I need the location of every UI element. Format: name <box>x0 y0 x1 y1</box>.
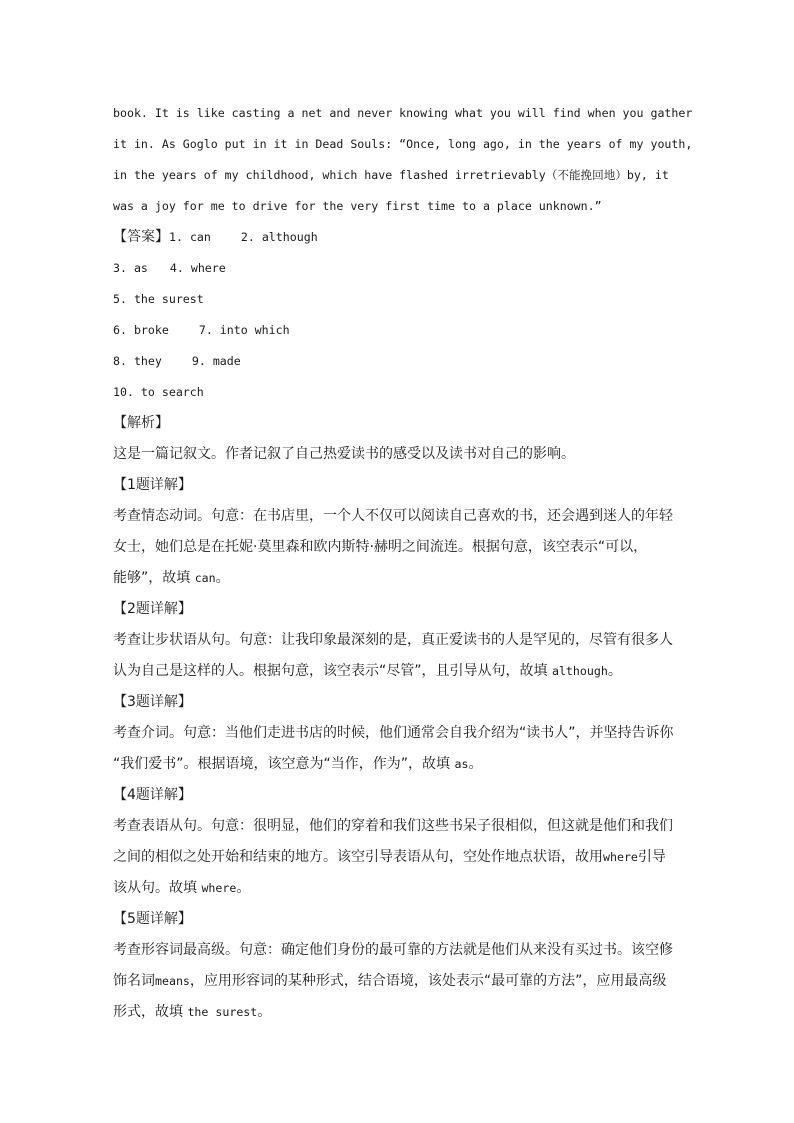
q4-line-1: 考查表语从句。句意：很明显，他们的穿着和我们这些书呆子很相似，但这就是他们和我们 <box>113 818 673 834</box>
q2-answer: although <box>551 664 608 678</box>
passage-line-3: in the years of my childhood, which have flashed irretrievably（不能挽回地）by, it <box>113 168 669 182</box>
answers-row-4 <box>113 315 290 346</box>
q1-line-2: 女士，她们总是在托妮·莫里森和欧内斯特·赫明之间流连。根据句意，该空表示“可以， <box>113 539 648 555</box>
passage-line-1: book. It is like casting a net and never knowing what you will find when you gather <box>113 106 693 120</box>
q4-keyword: where <box>603 850 638 864</box>
answer-item: 8. they <box>113 354 162 368</box>
q2-period: 。 <box>607 663 622 679</box>
q3-text: “我们爱书”。根据语境，该空意为“当作，作为”，故填 <box>113 756 455 772</box>
q3-line-2 <box>113 749 482 780</box>
q3-heading: 【3题详解】 <box>113 694 192 710</box>
q1-period: 。 <box>215 570 230 586</box>
q4-heading: 【4题详解】 <box>113 787 192 803</box>
answer-item: 9. made <box>191 354 241 368</box>
q4-text: 之间的相似之处开始和结束的地方。该空引导表语从句，空处作地点状语，故用 <box>113 849 603 865</box>
answer-item: 3. as <box>113 261 148 275</box>
q4-text: 该从句。故填 <box>113 880 202 896</box>
answer-item: 6. broke <box>113 323 169 337</box>
q5-text: 饰名词 <box>113 973 155 989</box>
answer-item: 2. although <box>240 230 318 244</box>
q1-line-3 <box>113 563 230 594</box>
q3-period: 。 <box>468 756 483 772</box>
q5-line-3 <box>113 997 271 1028</box>
passage-line-4: was a joy for me to drive for the very first time to a place unknown.” <box>113 199 602 213</box>
q4-period: 。 <box>236 880 251 896</box>
q4-answer: where <box>201 881 237 895</box>
analysis-heading: 【解析】 <box>113 415 169 431</box>
q2-heading: 【2题详解】 <box>113 601 192 617</box>
q5-period: 。 <box>257 1004 272 1020</box>
q5-answer: the surest <box>187 1005 258 1019</box>
answer-item: 4. where <box>169 261 226 275</box>
answer-item: 10. to search <box>113 385 204 399</box>
q2-line-1: 考查让步状语从句。句意：让我印象最深刻的是，真正爱读书的人是罕见的，尽管有很多人 <box>113 632 673 648</box>
answers-row-5 <box>113 346 241 377</box>
q2-text: 认为自己是这样的人。根据句意，该空表示“尽管”，且引导从句，故填 <box>113 663 552 679</box>
answer-item: 1. can <box>169 230 211 244</box>
q1-heading: 【1题详解】 <box>113 477 192 493</box>
answers-row-1 <box>113 222 318 253</box>
q5-keyword: means <box>155 974 190 988</box>
answers-row-6 <box>113 377 204 408</box>
answers-row-3 <box>113 284 204 315</box>
answer-item: 7. into which <box>198 323 290 337</box>
answers-heading: 【答案】 <box>113 229 169 245</box>
answers-row-2 <box>113 253 226 284</box>
analysis-summary: 这是一篇记叙文。作者记叙了自己热爱读书的感受以及读书对自己的影响。 <box>113 446 575 462</box>
passage-line-2: it in. As Goglo put in it in Dead Souls: “Once, long ago, in the years of my youth, <box>113 137 693 151</box>
q1-answer: can <box>194 571 216 585</box>
q5-line-1: 考查形容词最高级。句意：确定他们身份的最可靠的方法就是他们从来没有买过书。该空修 <box>113 942 673 958</box>
q5-heading: 【5题详解】 <box>113 911 192 927</box>
q5-text-end: ，应用形容词的某种形式，结合语境，该处表示“最可靠的方法”，应用最高级 <box>189 973 667 989</box>
q1-text: 能够”，故填 <box>113 570 195 586</box>
q4-line-3 <box>113 873 250 904</box>
q5-text: 形式，故填 <box>113 1004 188 1020</box>
q3-answer: as <box>454 757 469 771</box>
q4-line-2 <box>113 842 666 873</box>
answer-item: 5. the surest <box>113 292 204 306</box>
q1-line-1: 考查情态动词。句意：在书店里，一个人不仅可以阅读自己喜欢的书，还会遇到迷人的年轻 <box>113 508 673 524</box>
q5-line-2 <box>113 966 666 997</box>
q3-line-1: 考查介词。句意：当他们走进书店的时候，他们通常会自我介绍为“读书人”，并坚持告诉你 <box>113 725 674 741</box>
q4-text-end: 引导 <box>637 849 666 865</box>
q2-line-2 <box>113 656 622 687</box>
